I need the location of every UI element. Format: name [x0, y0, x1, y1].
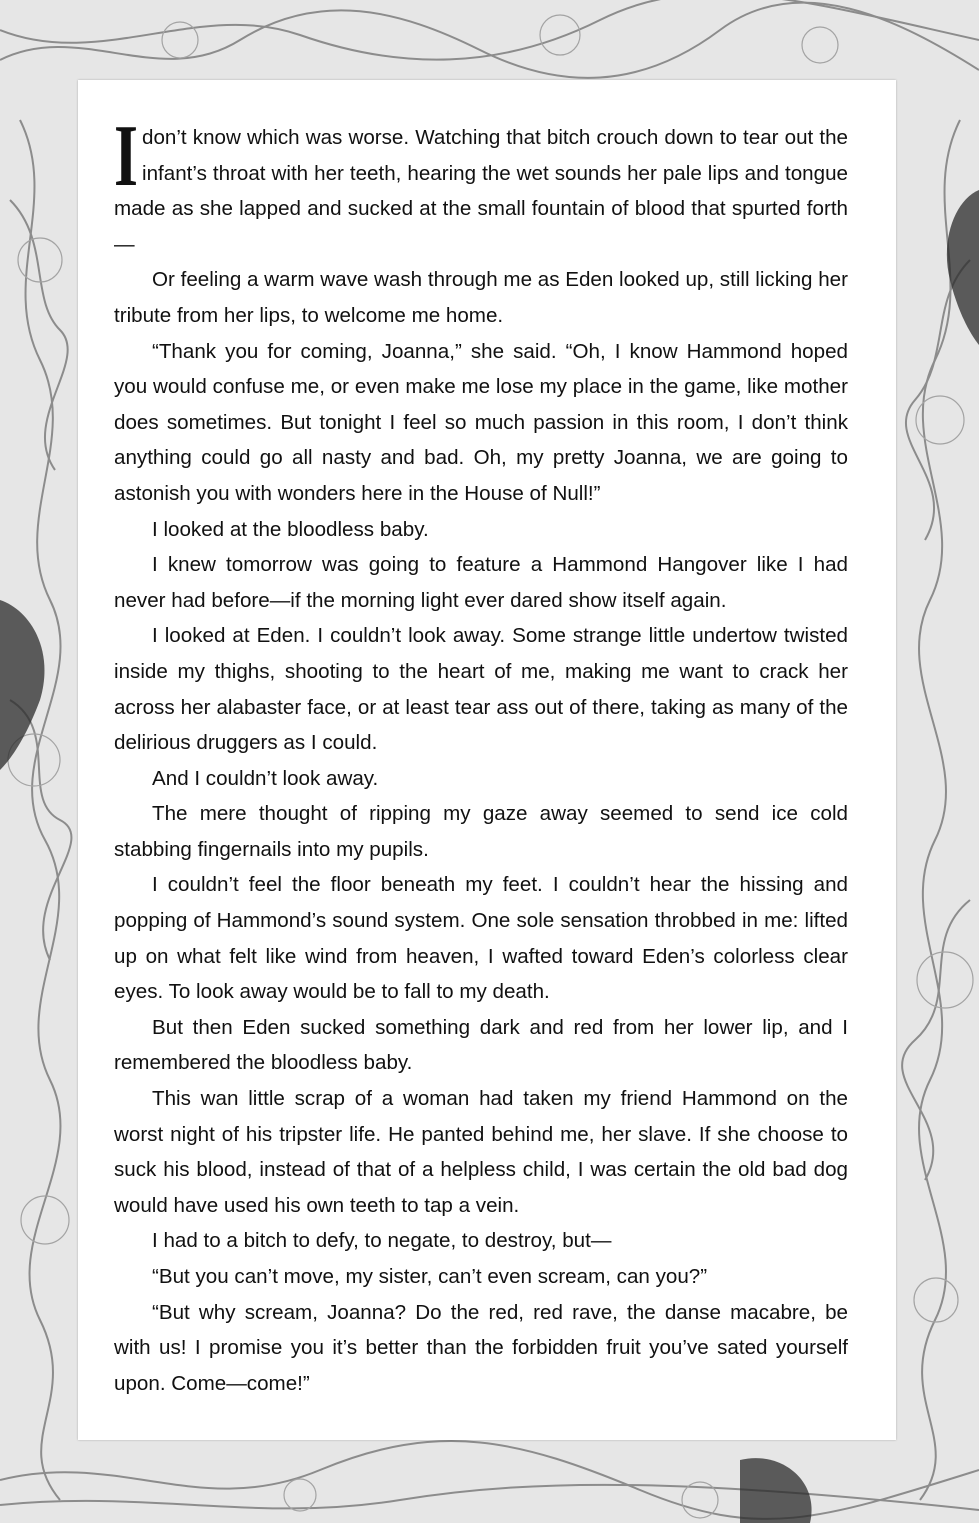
paragraph: “Thank you for coming, Joanna,” she said. “Oh, I know Hammond hoped you would confuse me, or even make me lose my place in the game, like mother does sometimes. But tonight I feel so much passion in this room, I don’t think anything could go all nasty and bad. Oh, my pretty Joanna, we are going to astonish you with wonders here in the House of Null!” — [114, 339, 848, 505]
paragraph: “But you can’t move, my sister, can’t even scream, can you?” — [152, 1265, 708, 1288]
story-text — [114, 108, 848, 1401]
paragraph: But then Eden sucked something dark and red from her lower lip, and I remembered the bloodless baby. — [114, 1015, 848, 1075]
paragraph: I knew tomorrow was going to feature a Hammond Hangover like I had never had before—if the morning light ever dared show itself again. — [114, 553, 848, 612]
paragraph: I couldn’t feel the floor beneath my feet. I couldn’t hear the hissing and popping of Hammond’s sound system. One sole sensation throbbed in me: lifted up on what felt like wind from heaven, I wafted toward Eden’s colorless clear eyes. To look away would be to fall to my death. — [114, 873, 848, 1004]
text-page — [78, 80, 896, 1440]
paragraph: And I couldn’t look away. — [152, 766, 379, 790]
paragraph: I had to a bitch to defy, to negate, to destroy, but— — [152, 1229, 612, 1253]
drop-cap: I — [114, 108, 138, 205]
opening-paragraph-text: don’t know which was worse. Watching that bitch crouch down to tear out the infant’s throat with her teeth, hearing the wet sounds her pale lips and tongue made as she lapped and sucked at the small fountain of blood that spurted forth— — [114, 126, 848, 256]
paragraph: Or feeling a warm wave wash through me as Eden looked up, still licking her tribute from her lips, to welcome me home. — [114, 268, 848, 327]
paragraph: I looked at Eden. I couldn’t look away. Some strange little undertow twisted inside my thighs, shooting to the heart of me, making me want to crack her across her alabaster face, or at least tear ass out of there, taking as many of the delirious druggers as I could. — [114, 624, 848, 755]
opening-paragraph — [114, 108, 848, 262]
paragraph: This wan little scrap of a woman had taken my friend Hammond on the worst night of his tripster life. He panted behind me, her slave. If she choose to suck his blood, instead of that of a helpless child, I was certain the old bad dog would have used his own teeth to tap a vein. — [114, 1087, 848, 1217]
paragraph: The mere thought of ripping my gaze away seemed to send ice cold stabbing fingernails into my pupils. — [114, 802, 848, 861]
paragraph: I looked at the bloodless baby. — [152, 517, 429, 541]
paragraph: “But why scream, Joanna? Do the red, red rave, the danse macabre, be with us! I promise you it’s better than the forbidden fruit you’ve sated yourself upon. Come—come!” — [114, 1300, 848, 1395]
